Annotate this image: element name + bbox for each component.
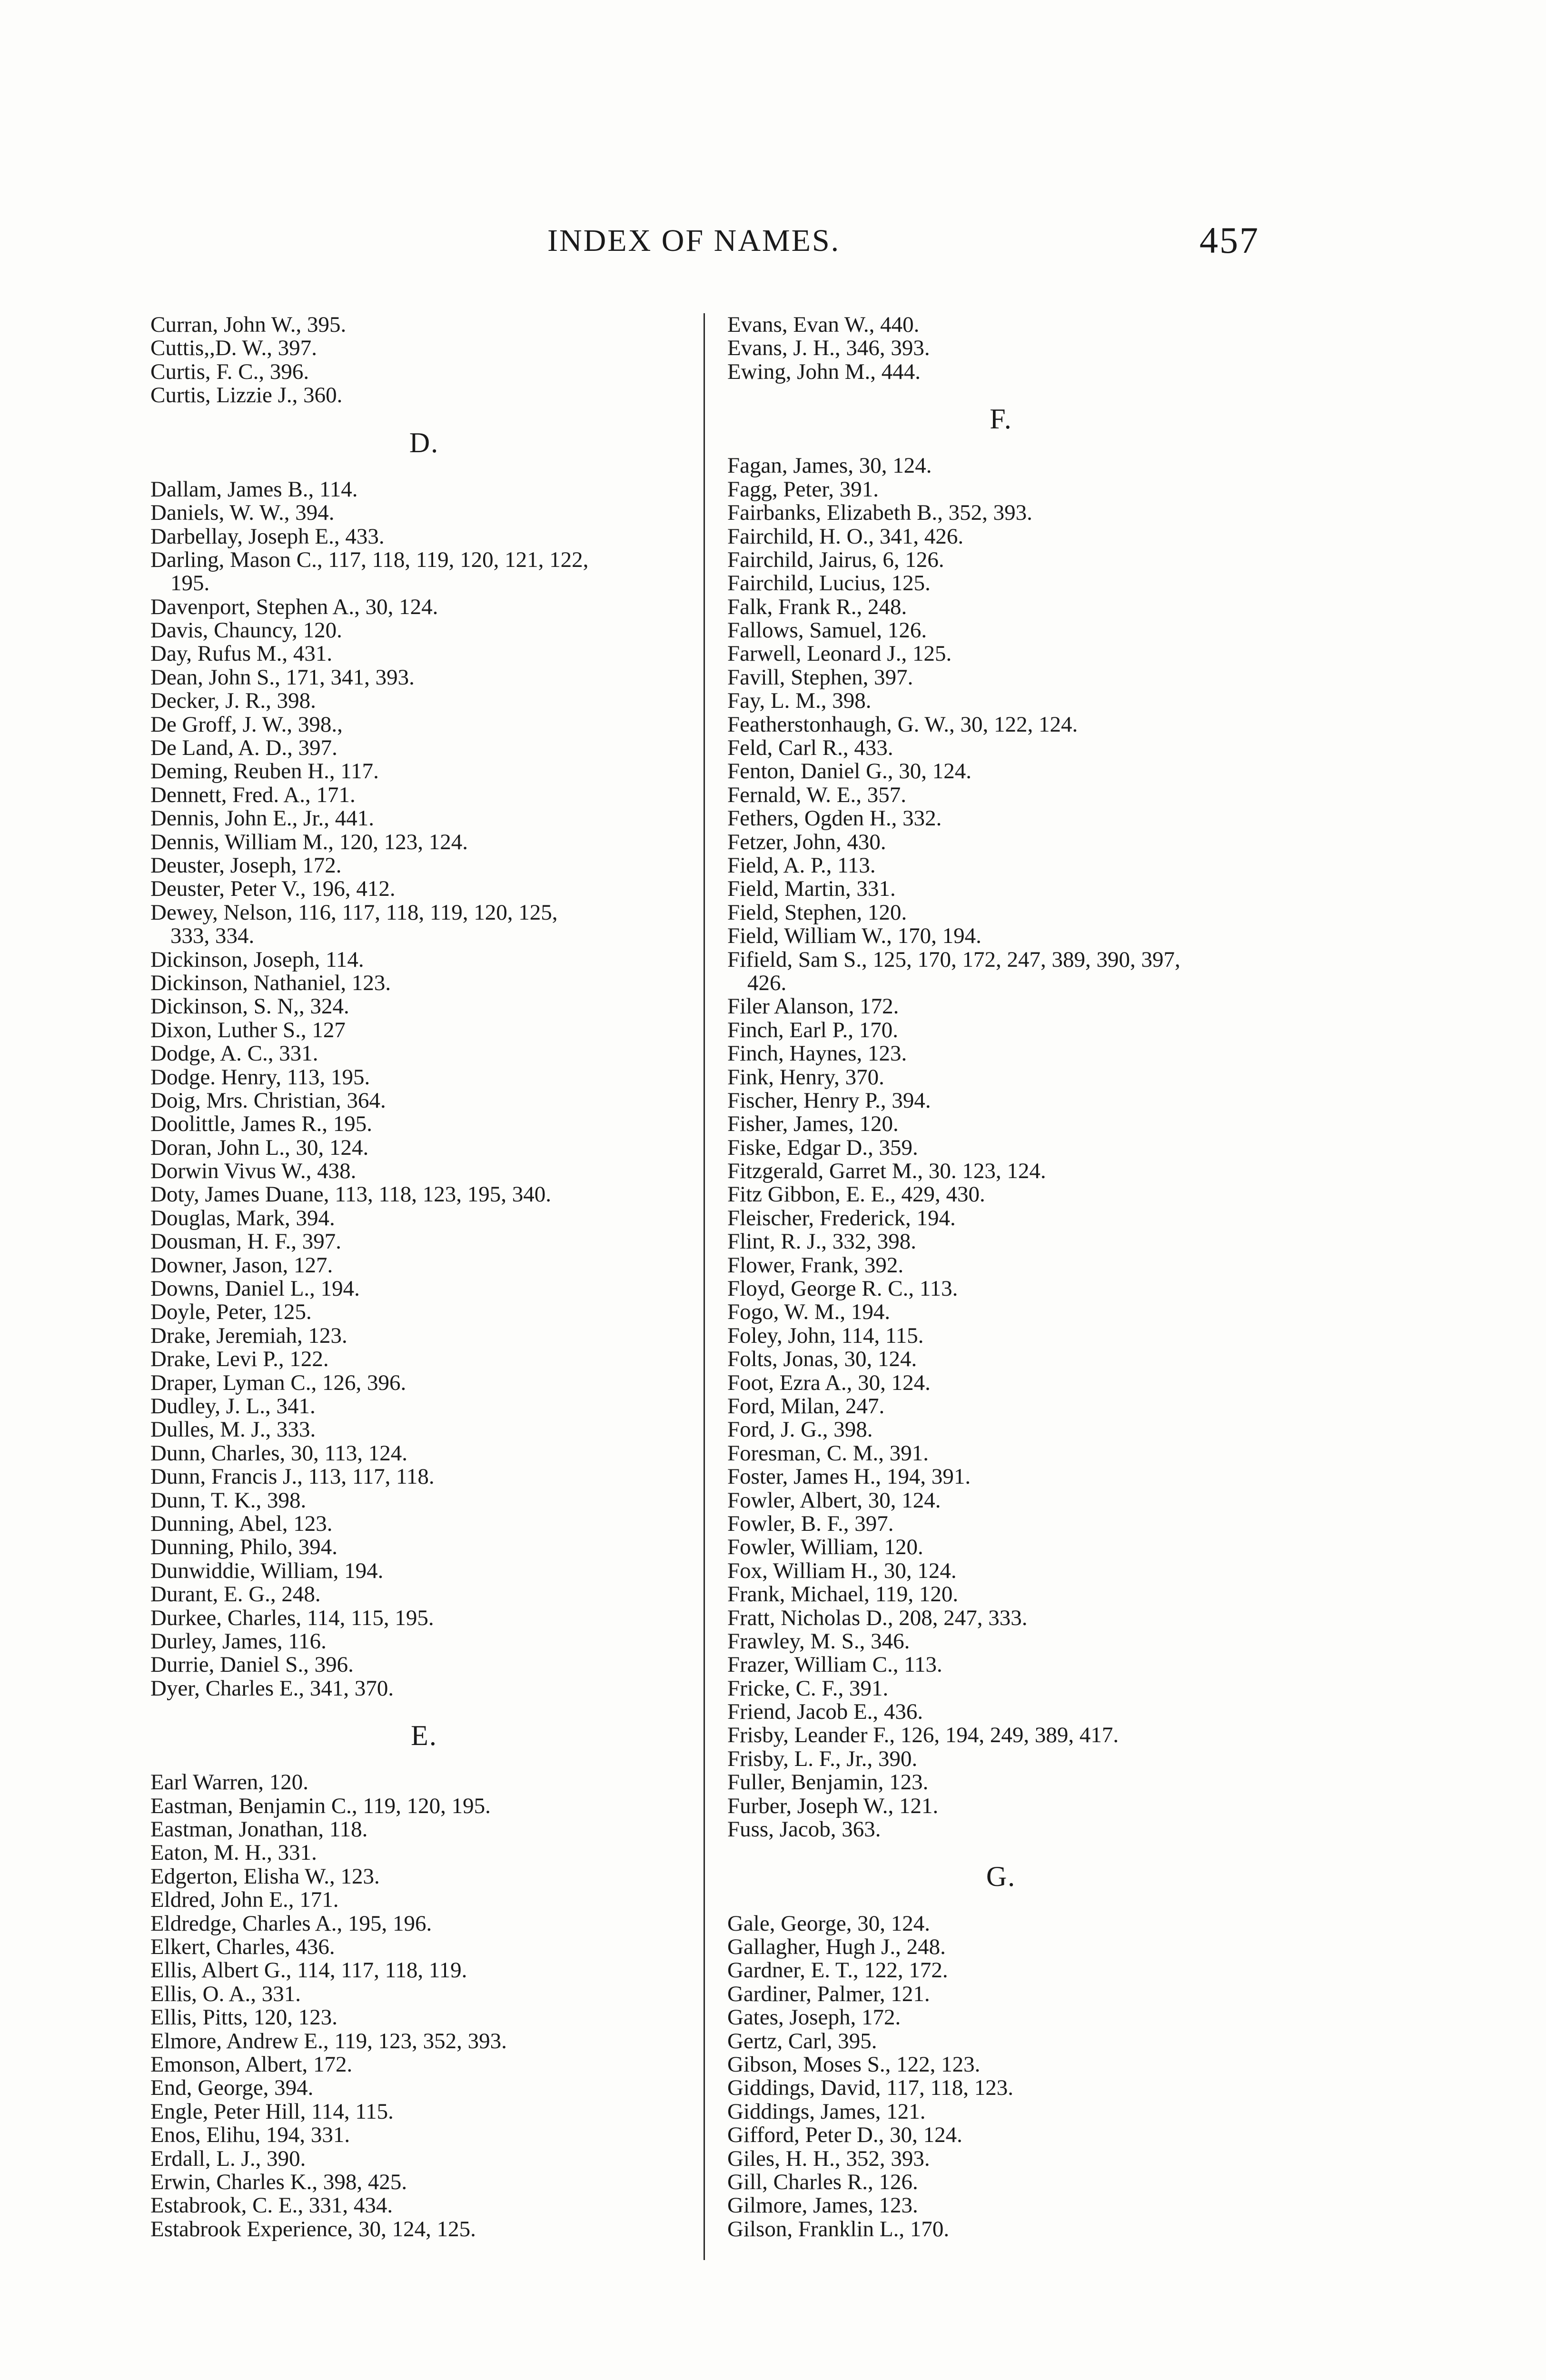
index-entry: Ewing, John M., 444.	[727, 359, 921, 384]
index-entry: Gill, Charles R., 126.	[727, 2169, 918, 2194]
index-entry: Fagan, James, 30, 124.	[727, 453, 932, 478]
running-title: INDEX OF NAMES.	[547, 223, 841, 258]
index-entry: Giddings, David, 117, 118, 123.	[727, 2075, 1013, 2101]
index-entry: Fricke, C. F., 391.	[727, 1676, 889, 1701]
index-entry: De Land, A. D., 397.	[150, 735, 337, 761]
index-entry-continuation: 426.	[747, 970, 787, 995]
index-entry: Eaton, M. H., 331.	[150, 1840, 317, 1865]
index-entry: Frisby, L. F., Jr., 390.	[727, 1746, 918, 1771]
index-entry: Fitz Gibbon, E. E., 429, 430.	[727, 1182, 985, 1207]
index-entry: Douglas, Mark, 394.	[150, 1205, 335, 1230]
index-entry: Gilson, Franklin L., 170.	[727, 2216, 950, 2241]
index-entry: Furber, Joseph W., 121.	[727, 1793, 939, 1818]
index-entry: Flower, Frank, 392.	[727, 1252, 904, 1278]
index-entry: Earl Warren, 120.	[150, 1770, 309, 1795]
index-entry: Doran, John L., 30, 124.	[150, 1135, 369, 1160]
index-entry: Dunwiddie, William, 194.	[150, 1558, 384, 1583]
index-entry: Eldred, John E., 171.	[150, 1887, 339, 1913]
index-entry: Dixon, Luther S., 127	[150, 1017, 346, 1042]
index-entry: Gibson, Moses S., 122, 123.	[727, 2052, 981, 2077]
section-letter-heading: E.	[411, 1720, 437, 1752]
index-entry: Doolittle, James R., 195.	[150, 1111, 373, 1137]
index-entry: Engle, Peter Hill, 114, 115.	[150, 2099, 394, 2124]
index-entry: Dodge, A. C., 331.	[150, 1041, 318, 1066]
index-entry: Fairbanks, Elizabeth B., 352, 393.	[727, 500, 1032, 526]
index-entry: Favill, Stephen, 397.	[727, 664, 913, 690]
index-entry: Fogo, W. M., 194.	[727, 1299, 891, 1325]
index-entry: Farwell, Leonard J., 125.	[727, 641, 952, 666]
index-entry: Dennett, Fred. A., 171.	[150, 782, 356, 807]
index-entry: Dousman, H. F., 397.	[150, 1229, 341, 1254]
section-letter-heading: D.	[409, 426, 439, 458]
index-entry: Ford, Milan, 247.	[727, 1393, 885, 1418]
index-entry: Dunning, Abel, 123.	[150, 1511, 333, 1536]
index-entry: Drake, Levi P., 122.	[150, 1347, 329, 1372]
index-entry: Field, Martin, 331.	[727, 876, 896, 902]
index-entry: Fagg, Peter, 391.	[727, 476, 879, 502]
index-entry: Durrie, Daniel S., 396.	[150, 1652, 354, 1677]
index-entry: Gertz, Carl, 395.	[727, 2028, 877, 2053]
index-entry: Gallagher, Hugh J., 248.	[727, 1934, 946, 1959]
index-entry: Field, William W., 170, 194.	[727, 923, 981, 949]
index-entry: Dunn, Charles, 30, 113, 124.	[150, 1440, 408, 1466]
index-entry: Dallam, James B., 114.	[150, 476, 358, 502]
index-entry: Ellis, O. A., 331.	[150, 1981, 301, 2006]
index-entry: Fairchild, Lucius, 125.	[727, 571, 931, 596]
index-entry: Darbellay, Joseph E., 433.	[150, 524, 385, 549]
index-entry: Fetzer, John, 430.	[727, 829, 886, 854]
index-entry: Gifford, Peter D., 30, 124.	[727, 2122, 962, 2148]
index-entry: Elkert, Charles, 436.	[150, 1934, 335, 1959]
index-entry: Foley, John, 114, 115.	[727, 1323, 924, 1348]
index-entry-continuation: 333, 334.	[170, 923, 255, 949]
index-entry: Dunn, Francis J., 113, 117, 118.	[150, 1464, 435, 1489]
index-entry: Dickinson, Nathaniel, 123.	[150, 970, 391, 995]
index-entry: Fiske, Edgar D., 359.	[727, 1135, 918, 1160]
index-entry: Evans, Evan W., 440.	[727, 312, 920, 337]
section-letter-heading: G.	[986, 1861, 1016, 1893]
index-entry: Fifield, Sam S., 125, 170, 172, 247, 389, 390, 397,	[727, 947, 1180, 972]
left-index-column	[150, 313, 693, 2241]
index-entry: Fleischer, Frederick, 194.	[727, 1205, 956, 1230]
index-entry: Decker, J. R., 398.	[150, 688, 316, 714]
index-entry: Finch, Haynes, 123.	[727, 1041, 907, 1066]
index-entry: Cuttis,,D. W., 397.	[150, 336, 317, 361]
index-entry: Erdall, L. J., 390.	[150, 2146, 306, 2171]
index-entry: Ellis, Pitts, 120, 123.	[150, 2005, 338, 2030]
index-entry: Friend, Jacob E., 436.	[727, 1699, 923, 1725]
index-entry: Frank, Michael, 119, 120.	[727, 1582, 959, 1607]
index-entry: Fitzgerald, Garret M., 30. 123, 124.	[727, 1159, 1046, 1184]
index-entry: Fernald, W. E., 357.	[727, 782, 906, 807]
index-entry: Enos, Elihu, 194, 331.	[150, 2122, 350, 2148]
index-entry: Day, Rufus M., 431.	[150, 641, 333, 666]
index-entry: Fischer, Henry P., 394.	[727, 1088, 931, 1113]
index-entry: Darling, Mason C., 117, 118, 119, 120, 121, 122,	[150, 547, 589, 572]
index-entry: Filer Alanson, 172.	[727, 994, 899, 1019]
index-entry: Fratt, Nicholas D., 208, 247, 333.	[727, 1605, 1028, 1630]
index-entry-continuation: 195.	[170, 571, 210, 596]
index-entry: Fenton, Daniel G., 30, 124.	[727, 759, 972, 784]
index-entry: Eastman, Jonathan, 118.	[150, 1817, 368, 1842]
index-entry: Fowler, William, 120.	[727, 1535, 923, 1560]
index-entry: Ford, J. G., 398.	[727, 1417, 873, 1442]
index-entry: Davenport, Stephen A., 30, 124.	[150, 594, 438, 619]
index-entry: Downer, Jason, 127.	[150, 1252, 333, 1278]
index-entry: Dickinson, Joseph, 114.	[150, 947, 364, 972]
index-entry: Dodge. Henry, 113, 195.	[150, 1064, 370, 1090]
index-entry: Dennis, William M., 120, 123, 124.	[150, 829, 468, 854]
index-entry: Frisby, Leander F., 126, 194, 249, 389, 417.	[727, 1723, 1119, 1748]
index-entry: Fox, William H., 30, 124.	[727, 1558, 957, 1583]
index-entry: Gilmore, James, 123.	[727, 2193, 918, 2218]
index-entry: Dickinson, S. N,, 324.	[150, 994, 349, 1019]
section-letter-heading: F.	[990, 403, 1012, 435]
index-entry: Field, Stephen, 120.	[727, 900, 907, 925]
index-entry: Eldredge, Charles A., 195, 196.	[150, 1911, 432, 1936]
index-entry: Emonson, Albert, 172.	[150, 2052, 353, 2077]
page-number: 457	[1199, 219, 1259, 261]
index-entry: Field, A. P., 113.	[727, 853, 876, 878]
index-entry: Edgerton, Elisha W., 123.	[150, 1864, 380, 1889]
index-entry: Curtis, F. C., 396.	[150, 359, 309, 384]
index-entry: Evans, J. H., 346, 393.	[727, 336, 930, 361]
index-entry: Doty, James Duane, 113, 118, 123, 195, 340.	[150, 1182, 551, 1207]
index-entry: Drake, Jeremiah, 123.	[150, 1323, 347, 1348]
index-entry: Deming, Reuben H., 117.	[150, 759, 379, 784]
index-entry: Erwin, Charles K., 398, 425.	[150, 2169, 407, 2194]
index-entry: Floyd, George R. C., 113.	[727, 1276, 958, 1301]
index-entry: Davis, Chauncy, 120.	[150, 618, 342, 643]
index-entry: Draper, Lyman C., 126, 396.	[150, 1370, 406, 1395]
index-entry: Downs, Daniel L., 194.	[150, 1276, 360, 1301]
index-entry: Foot, Ezra A., 30, 124.	[727, 1370, 931, 1395]
index-entry: Dyer, Charles E., 341, 370.	[150, 1676, 394, 1701]
index-entry: Ellis, Albert G., 114, 117, 118, 119.	[150, 1958, 467, 1983]
index-entry: Fowler, B. F., 397.	[727, 1511, 894, 1536]
index-entry: Frawley, M. S., 346.	[727, 1628, 910, 1654]
index-entry: Dunn, T. K., 398.	[150, 1488, 307, 1513]
index-entry: Dunning, Philo, 394.	[150, 1535, 338, 1560]
index-entry: End, George, 394.	[150, 2075, 314, 2101]
column-divider	[704, 313, 705, 2260]
index-entry: Eastman, Benjamin C., 119, 120, 195.	[150, 1793, 491, 1818]
index-entry: Giddings, James, 121.	[727, 2099, 926, 2124]
index-entry: Foresman, C. M., 391.	[727, 1440, 929, 1466]
index-entry: Dewey, Nelson, 116, 117, 118, 119, 120, 125,	[150, 900, 558, 925]
index-entry: Fay, L. M., 398.	[727, 688, 872, 714]
index-entry: Durley, James, 116.	[150, 1628, 327, 1654]
index-entry: Daniels, W. W., 394.	[150, 500, 335, 526]
index-entry: Curran, John W., 395.	[150, 312, 347, 337]
index-entry: De Groff, J. W., 398.,	[150, 712, 343, 737]
index-entry: Giles, H. H., 352, 393.	[727, 2146, 930, 2171]
index-entry: Gates, Joseph, 172.	[727, 2005, 901, 2030]
index-entry: Dorwin Vivus W., 438.	[150, 1159, 357, 1184]
index-entry: Fallows, Samuel, 126.	[727, 618, 927, 643]
index-entry: Fethers, Ogden H., 332.	[727, 806, 942, 831]
index-entry: Estabrook, C. E., 331, 434.	[150, 2193, 393, 2218]
index-entry: Fink, Henry, 370.	[727, 1064, 884, 1090]
index-entry: Dudley, J. L., 341.	[150, 1393, 316, 1418]
index-entry: Frazer, William C., 113.	[727, 1652, 942, 1677]
index-entry: Foster, James H., 194, 391.	[727, 1464, 971, 1489]
index-entry: Fowler, Albert, 30, 124.	[727, 1488, 941, 1513]
index-entry: Estabrook Experience, 30, 124, 125.	[150, 2216, 476, 2241]
index-entry: Feld, Carl R., 433.	[727, 735, 893, 761]
index-entry: Elmore, Andrew E., 119, 123, 352, 393.	[150, 2028, 507, 2053]
right-index-column	[727, 313, 1298, 2241]
index-entry: Falk, Frank R., 248.	[727, 594, 907, 619]
index-entry: Fairchild, Jairus, 6, 126.	[727, 547, 944, 572]
index-entry: Gardiner, Palmer, 121.	[727, 1981, 930, 2006]
index-entry: Doyle, Peter, 125.	[150, 1299, 312, 1325]
index-entry: Folts, Jonas, 30, 124.	[727, 1347, 917, 1372]
index-entry: Curtis, Lizzie J., 360.	[150, 383, 343, 408]
index-entry: Gardner, E. T., 122, 172.	[727, 1958, 948, 1983]
index-entry: Fisher, James, 120.	[727, 1111, 899, 1137]
index-entry: Fuss, Jacob, 363.	[727, 1817, 881, 1842]
index-entry: Fuller, Benjamin, 123.	[727, 1770, 929, 1795]
index-entry: Gale, George, 30, 124.	[727, 1911, 930, 1936]
index-entry: Fairchild, H. O., 341, 426.	[727, 524, 964, 549]
index-entry: Flint, R. J., 332, 398.	[727, 1229, 916, 1254]
index-entry: Durkee, Charles, 114, 115, 195.	[150, 1605, 434, 1630]
index-entry: Featherstonhaugh, G. W., 30, 122, 124.	[727, 712, 1078, 737]
index-entry: Deuster, Peter V., 196, 412.	[150, 876, 396, 902]
index-entry: Durant, E. G., 248.	[150, 1582, 321, 1607]
index-entry: Finch, Earl P., 170.	[727, 1017, 899, 1042]
index-entry: Doig, Mrs. Christian, 364.	[150, 1088, 386, 1113]
index-entry: Dennis, John E., Jr., 441.	[150, 806, 374, 831]
index-entry: Dean, John S., 171, 341, 393.	[150, 664, 415, 690]
index-entry: Dulles, M. J., 333.	[150, 1417, 316, 1442]
index-entry: Deuster, Joseph, 172.	[150, 853, 342, 878]
